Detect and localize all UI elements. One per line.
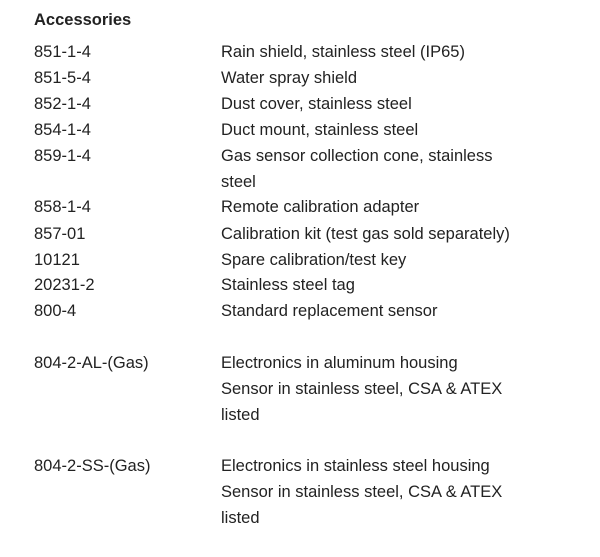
description-line: Stainless steel tag: [221, 276, 355, 294]
part-number: 20231-2: [34, 276, 95, 294]
description-line: Duct mount, stainless steel: [221, 121, 419, 139]
part-description: [221, 92, 581, 118]
part-description: [221, 248, 581, 274]
part-number: 851-1-4: [34, 43, 91, 61]
description-line: Water spray shield: [221, 69, 358, 87]
part-number: 800-4: [34, 302, 77, 320]
part-number: 851-5-4: [34, 69, 91, 87]
section-title: Accessories: [34, 11, 132, 29]
description-line: Electronics in aluminum housing: [221, 354, 458, 372]
description-line: Standard replacement sensor: [221, 302, 438, 320]
description-line: Spare calibration/test key: [221, 251, 407, 269]
part-number: 804-2-AL-(Gas): [34, 354, 149, 372]
part-description: [221, 273, 581, 299]
part-description: [221, 351, 581, 428]
part-number: 854-1-4: [34, 121, 91, 139]
part-number: 859-1-4: [34, 147, 91, 165]
description-line: listed: [221, 405, 260, 424]
description-line: Sensor in stainless steel, CSA & ATEX: [221, 379, 503, 398]
part-number: 10121: [34, 251, 80, 269]
part-description: [221, 299, 581, 325]
part-description: [221, 195, 581, 221]
description-line: listed: [221, 508, 260, 527]
part-description: [221, 222, 581, 248]
description-line: Sensor in stainless steel, CSA & ATEX: [221, 482, 503, 501]
part-number: 804-2-SS-(Gas): [34, 457, 151, 475]
part-description: [221, 66, 581, 92]
part-description: [221, 40, 581, 66]
description-line: steel: [221, 172, 256, 191]
description-line: Rain shield, stainless steel (IP65): [221, 43, 465, 61]
part-number: 852-1-4: [34, 95, 91, 113]
part-description: [221, 144, 581, 196]
description-line: Electronics in stainless steel housing: [221, 457, 490, 475]
part-description: [221, 118, 581, 144]
part-number: 858-1-4: [34, 198, 91, 216]
description-line: Dust cover, stainless steel: [221, 95, 412, 113]
description-line: Gas sensor collection cone, stainless: [221, 147, 493, 165]
description-line: Calibration kit (test gas sold separately): [221, 225, 510, 243]
part-description: [221, 454, 581, 531]
description-line: Remote calibration adapter: [221, 198, 420, 216]
part-number: 857-01: [34, 225, 86, 243]
